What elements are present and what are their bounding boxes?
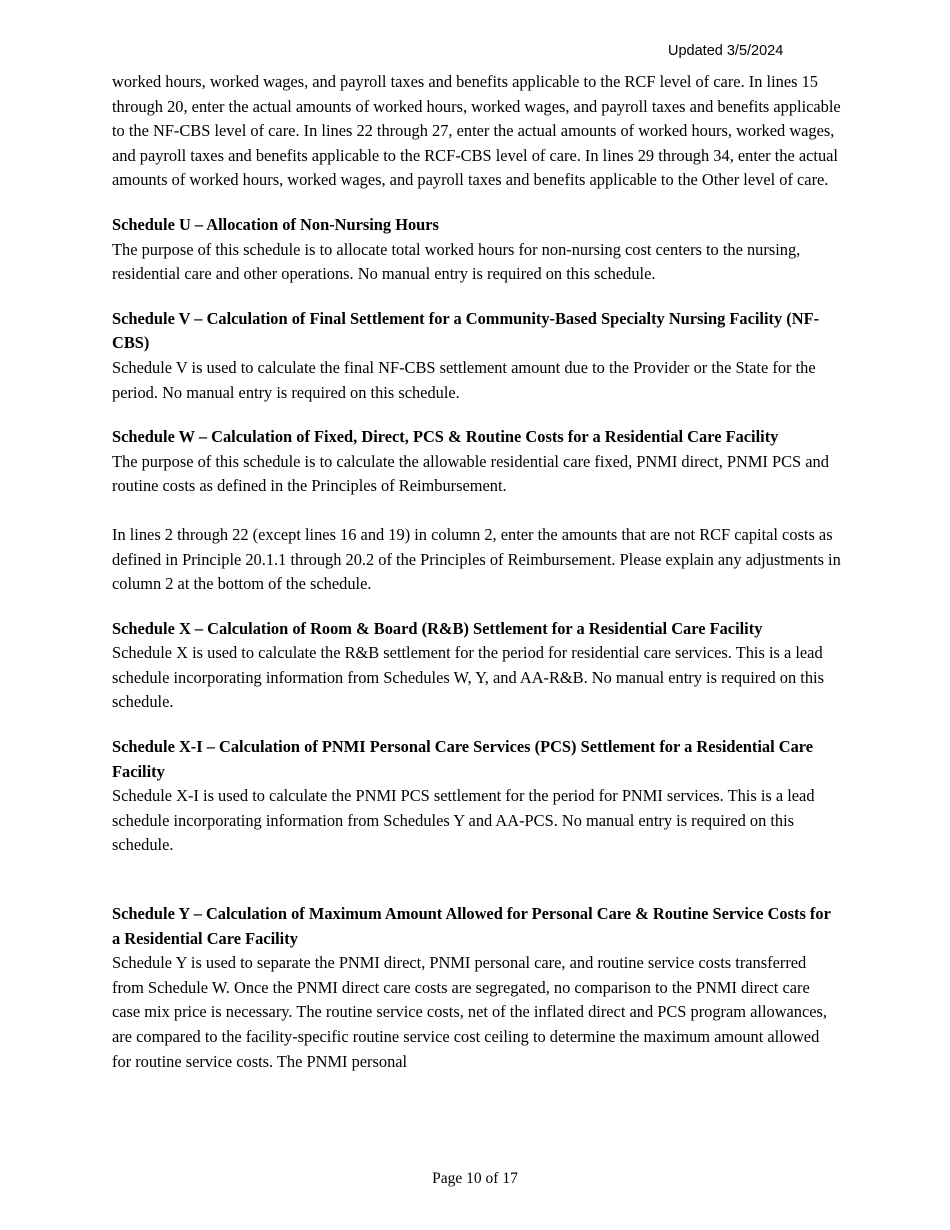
section-body: The purpose of this schedule is to allocate total worked hours for non-nursing cost centers to the nursing, residential care and other operations. No manual entry is required on this schedule. [112,239,801,284]
document-body [112,70,842,1074]
section-schedule-x-i [112,735,842,858]
section-schedule-x [112,617,842,715]
section-schedule-w [112,425,842,597]
section-heading: Schedule Y – Calculation of Maximum Amount Allowed for Personal Care & Routine Service Costs for a Residential Care Facility [112,904,831,948]
updated-date: Updated 3/5/2024 [668,43,784,59]
page-number: Page 10 of 17 [432,1170,518,1187]
section-schedule-y [112,902,842,1074]
section-schedule-u [112,213,842,287]
section-heading: Schedule V – Calculation of Final Settlement for a Community-Based Specialty Nursing Facility (NF-CBS) [112,308,820,353]
section-body: Schedule X is used to calculate the R&B settlement for the period for residential care services. This is a lead schedule incorporating information from Schedules W, Y, and AA-R&B. No manual entry is required on this schedule. [112,643,824,712]
section-heading: Schedule U – Allocation of Non-Nursing Hours [112,214,439,234]
section-heading: Schedule W – Calculation of Fixed, Direct, PCS & Routine Costs for a Residential Care Facility [112,427,779,447]
section-body: Schedule V is used to calculate the final NF-CBS settlement amount due to the Provider or the State for the period. No manual entry is required on this schedule. [112,357,816,402]
section-body-continued: In lines 2 through 22 (except lines 16 and 19) in column 2, enter the amounts that are not RCF capital costs as defined in Principle 20.1.1 through 20.2 of the Principles of Reimbursement. Please explain any adjustments in column 2 at the bottom of the schedule. [112,524,841,594]
section-body: Schedule X-I is used to calculate the PNMI PCS settlement for the period for PNMI services. This is a lead schedule incorporating information from Schedules Y and AA-PCS. No manual entry is required on this schedule. [112,786,815,855]
section-body: Schedule Y is used to separate the PNMI direct, PNMI personal care, and routine service costs transferred from Schedule W. Once the PNMI direct care costs are segregated, no comparison to the PNMI direct care case mix price is necessary. The routine service costs, net of the inflated direct and PCS program allowances, are compared to the facility-specific routine service cost ceiling to determine the maximum amount allowed for routine service costs. The PNMI personal [112,953,828,1071]
section-schedule-v [112,307,842,405]
section-heading: Schedule X-I – Calculation of PNMI Personal Care Services (PCS) Settlement for a Residential Care Facility [112,737,814,781]
section-heading: Schedule X – Calculation of Room & Board (R&B) Settlement for a Residential Care Facility [112,618,763,638]
intro-paragraph: worked hours, worked wages, and payroll taxes and benefits applicable to the RCF level of care. In lines 15 through 20, enter the actual amounts of worked hours, worked wages, and payroll taxes and benefits applicable to the NF-CBS level of care. In lines 22 through 27, enter the actual amounts of worked hours, worked wages, and payroll taxes and benefits applicable to the RCF-CBS level of care. In lines 29 through 34, enter the actual amounts of worked hours, worked wages, and payroll taxes and benefits applicable to the Other level of care. [112,72,841,190]
section-body: The purpose of this schedule is to calculate the allowable residential care fixed, PNMI direct, PNMI PCS and routine costs as defined in the Principles of Reimbursement. [112,451,829,496]
